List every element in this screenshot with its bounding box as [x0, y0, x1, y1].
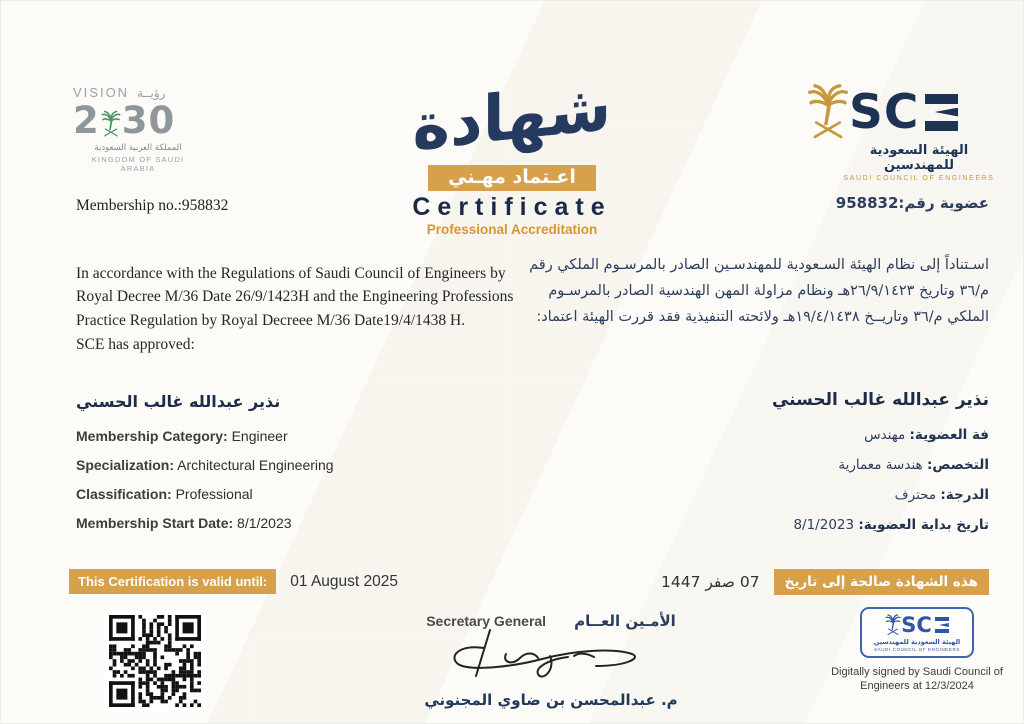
sce-stamp: [860, 607, 975, 658]
signature-block: [376, 612, 726, 709]
validity-en: [69, 569, 412, 594]
detail-row-classification-ar: [772, 487, 989, 503]
membership-number-ar: عضوية رقم:958832: [835, 194, 989, 212]
detail-label: Specialization:: [76, 457, 175, 473]
detail-row-start-date-ar: [772, 517, 989, 533]
detail-row-start-date: [76, 515, 334, 531]
certificate-subtitle: Professional Accreditation: [426, 222, 598, 238]
stamp-sce-e-glyph: [935, 617, 949, 633]
secretary-general-ar: الأمـين العــام: [574, 612, 676, 630]
sce-name-en: SAUDI COUNCIL OF ENGINEERS: [843, 175, 995, 182]
detail-label: Membership Category:: [76, 428, 228, 444]
detail-label: التخصص:: [926, 457, 989, 473]
sce-e-bar-bottom: [925, 121, 958, 131]
detail-row-specialization-ar: [772, 457, 989, 473]
qr-code: [104, 610, 206, 712]
palm-swords-icon: [807, 83, 849, 141]
vision-kingdom-ar: المملكة العربية السعودية: [94, 143, 182, 153]
holder-details-ar: [772, 390, 989, 547]
certificate-title: Certificate: [412, 193, 612, 222]
detail-value: مهندس: [864, 427, 906, 443]
sce-logo-row: [807, 83, 997, 141]
signature-scribble: [446, 626, 656, 684]
digital-signature-note: [829, 665, 1005, 694]
vision-ar-label: رؤيــة: [137, 86, 166, 100]
sce-acronym: SC: [849, 84, 920, 140]
holder-name-left: نذير عبدالله غالب الحسني: [76, 392, 281, 411]
validity-ar: [647, 569, 989, 595]
detail-value: Engineer: [231, 428, 288, 444]
detail-row-membership-category: [76, 428, 334, 444]
stamp-sce-acronym: SC: [901, 612, 932, 637]
detail-value: Professional: [175, 486, 253, 502]
digital-note-line1: Digitally signed by Saudi Council of: [831, 666, 1003, 678]
certificate-header: [352, 67, 672, 237]
vision-year-right: 30: [121, 99, 176, 142]
intro-text-en: In accordance with the Regulations of Saudi Council of Engineers by Royal Decree M/36 Date 26/9/1423H and the Engineering Professions Practice Regulation by Royal Decreee M/36 Date19/4/1438 H.: [76, 265, 514, 329]
intro-paragraph-en: [76, 262, 538, 356]
sce-logo: [807, 83, 997, 182]
sce-e-glyph: [925, 94, 958, 131]
detail-value: محترف: [894, 487, 937, 503]
stamp-name-ar: الهيئة السعودية للمهندسين: [873, 638, 961, 646]
stamp-logo-row: [874, 614, 961, 636]
holder-details-en: [76, 392, 334, 544]
holder-name-right: نذير عبدالله غالب الحسني: [771, 390, 989, 410]
sce-e-bar-top: [925, 94, 958, 104]
vision2030-wordmark: [73, 85, 203, 100]
validity-date-ar: 07 صفر 1447: [660, 573, 760, 591]
vision-kingdom-en: KINGDOM OF SAUDI ARABIA: [91, 155, 185, 173]
detail-label: فة العضوية:: [909, 427, 989, 443]
membership-number-en: Membership no.:958832: [76, 197, 229, 214]
accreditation-ar-banner: اعـتماد مهـني: [428, 165, 596, 191]
detail-row-membership-category-ar: [772, 427, 989, 443]
digital-note-line2: Engineers at 12/3/2024: [860, 680, 974, 693]
vision2030-year: [73, 99, 203, 142]
intro-paragraph-ar: اسـتناداً إلى نظام الهيئة السـعودية للمهندسـين الصادر بالمرسـوم الملكي رقم م/٣٦ وتاريخ ٢٦/٩/١٤٢٣هـ ونظام مزاولة المهن الهندسية الصادر بالمرسـوم الملكي م/٣٦ وتاريــخ ١٩/٤/١٤٣٨هـ ولائحته التنفيذية فقد قررت الهيئة اعتماد:: [529, 257, 989, 325]
detail-value: Architectural Engineering: [177, 457, 334, 473]
sce-e-bar-mid: [935, 108, 959, 117]
secretary-general-en: Secretary General: [426, 613, 547, 629]
detail-row-specialization: [76, 457, 334, 473]
vision-year-left: 2: [73, 99, 100, 142]
detail-label: تاريخ بداية العضوية:: [858, 517, 989, 533]
validity-date-en: 01 August 2025: [290, 572, 398, 590]
validity-label-ar: هذه الشهادة صالحة إلى تاريخ: [774, 569, 989, 595]
sce-name-ar: الهيئة السعودية للمهندسين: [869, 143, 969, 173]
validity-label-en: This Certification is valid until:: [69, 569, 276, 594]
stamp-name-en: SAUDI COUNCIL OF ENGINEERS: [874, 647, 960, 652]
detail-value: 8/1/2023: [793, 517, 855, 533]
vision2030-logo: [73, 85, 203, 173]
calligraphy-title: شهادة: [412, 70, 612, 166]
vision-en-label: VISION: [73, 85, 130, 100]
detail-value: 8/1/2023: [237, 515, 292, 531]
detail-value: هندسة معمارية: [838, 457, 923, 473]
palm-swords-icon: [885, 614, 901, 636]
secretary-name: م. عبدالمحسن بن ضاوي المجنوني: [424, 691, 678, 709]
detail-row-classification: [76, 486, 334, 502]
digital-stamp-block: [829, 607, 1005, 694]
intro-approved-en: SCE has approved:: [76, 335, 195, 353]
detail-label: Membership Start Date:: [76, 515, 234, 531]
detail-label: Classification:: [76, 486, 172, 502]
palm-icon: [101, 110, 121, 138]
detail-label: الدرجة:: [940, 487, 989, 503]
